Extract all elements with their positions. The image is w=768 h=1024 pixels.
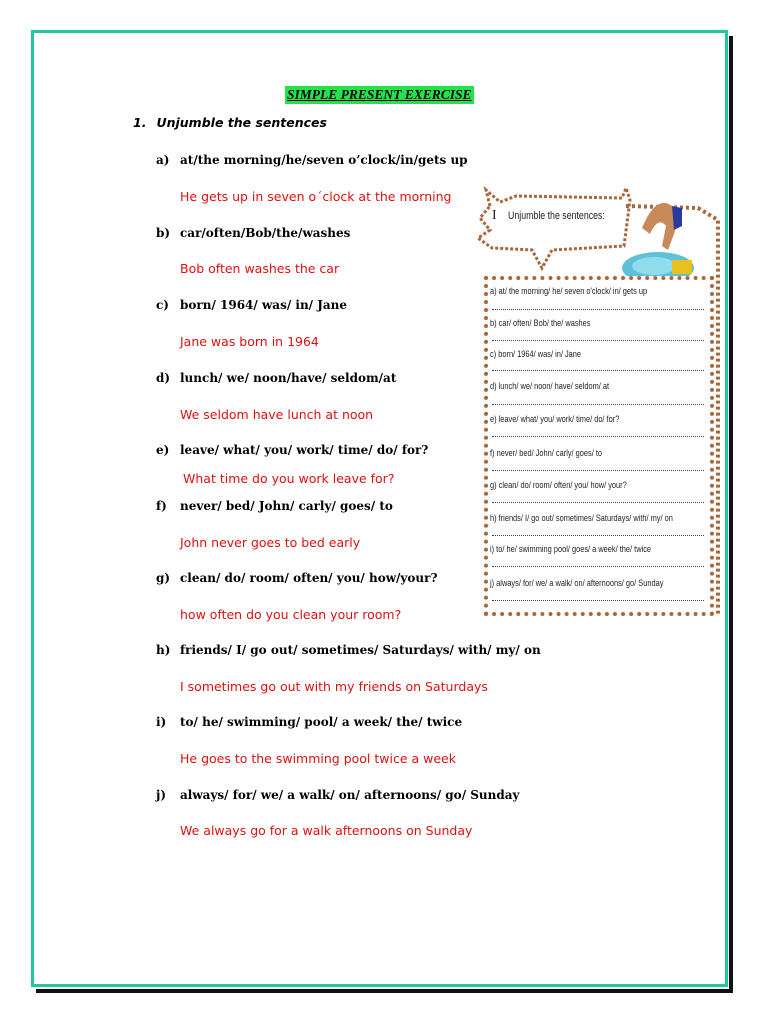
worksheet-line: c) born/ 1964/ was/ in/ Jane (490, 349, 582, 360)
worksheet-dotted-line (492, 370, 704, 371)
worksheet-dotted-line (492, 309, 704, 310)
exercise-prompt-text: lunch/ we/ noon/have/ seldom/at (180, 371, 397, 385)
exercise-prompt-a (156, 153, 468, 167)
worksheet-line: a) at/ the morning/ he/ seven o'clock/ in/ gets up (490, 286, 648, 297)
exercise-letter: b) (156, 226, 171, 240)
exercise-prompt-text: clean/ do/ room/ often/ you/ how/your? (180, 571, 438, 585)
exercise-prompt-e (156, 443, 428, 457)
exercise-answer-c: Jane was born in 1964 (180, 334, 319, 349)
exercise-prompt-d (156, 371, 396, 385)
exercise-answer-a: He gets up in seven o´clock at the morning (180, 189, 452, 204)
exercise-prompt-text: to/ he/ swimming/ pool/ a week/ the/ twice (180, 715, 463, 729)
exercise-prompt-g (156, 571, 438, 585)
exercise-prompt-i (156, 715, 462, 729)
worksheet-number: I (492, 208, 497, 223)
worksheet-dotted-line (492, 502, 704, 503)
worksheet-line: g) clean/ do/ room/ often/ you/ how/ your? (490, 480, 627, 491)
worksheet-dotted-line (492, 470, 704, 471)
exercise-answer-h: I sometimes go out with my friends on Saturdays (180, 679, 488, 694)
worksheet-dotted-line (492, 600, 704, 601)
exercise-letter: d) (156, 371, 171, 385)
exercise-letter: f) (156, 499, 167, 513)
exercise-letter: g) (156, 571, 171, 585)
section-number: 1. (133, 115, 147, 130)
exercise-prompt-text: never/ bed/ John/ carly/ goes/ to (180, 499, 393, 513)
exercise-prompt-h (156, 643, 541, 657)
worksheet-line: i) to/ he/ swimming pool/ goes/ a week/ the/ twice (490, 544, 652, 555)
exercise-answer-e: What time do you work leave for? (183, 471, 395, 486)
exercise-letter: j) (156, 788, 167, 802)
worksheet-image (476, 186, 722, 626)
worksheet-line: e) leave/ what/ you/ work/ time/ do/ for? (490, 414, 620, 425)
exercise-prompt-text: car/often/Bob/the/washes (180, 226, 351, 240)
exercise-answer-f: John never goes to bed early (180, 535, 361, 550)
section-heading (133, 115, 327, 130)
worksheet-dotted-line (492, 535, 704, 536)
worksheet-line: d) lunch/ we/ noon/ have/ seldom/ at (490, 381, 610, 392)
worksheet-line: h) friends/ I/ go out/ sometimes/ Saturdays/ with/ my/ on (490, 513, 673, 524)
exercise-prompt-j (156, 788, 520, 802)
exercise-answer-d: We seldom have lunch at noon (180, 407, 374, 422)
exercise-answer-g: how often do you clean your room? (180, 607, 402, 622)
exercise-prompt-c (156, 298, 347, 312)
worksheet-dotted-line (492, 404, 704, 405)
exercise-letter: e) (156, 443, 170, 457)
exercise-letter: c) (156, 298, 169, 312)
exercise-prompt-text: at/the morning/he/seven o’clock/in/gets up (180, 153, 468, 167)
exercise-prompt-f (156, 499, 393, 513)
exercise-letter: i) (156, 715, 167, 729)
exercise-prompt-text: always/ for/ we/ a walk/ on/ afternoons/ go/ Sunday (180, 788, 520, 802)
worksheet-heading: Unjumble the sentences: (508, 210, 605, 222)
section-heading-text: Unjumble the sentences (156, 115, 327, 130)
exercise-letter: h) (156, 643, 171, 657)
worksheet-line: j) always/ for/ we/ a walk/ on/ afternoons/ go/ Sunday (490, 578, 664, 589)
worksheet-dotted-line (492, 340, 704, 341)
worksheet-dotted-line (492, 436, 704, 437)
worksheet-line: b) car/ often/ Bob/ the/ washes (490, 318, 591, 329)
exercise-answer-b: Bob often washes the car (180, 261, 340, 276)
exercise-prompt-text: friends/ I/ go out/ sometimes/ Saturdays/ with/ my/ on (180, 643, 541, 657)
exercise-answer-j: We always go for a walk afternoons on Sunday (180, 823, 473, 838)
exercise-prompt-text: leave/ what/ you/ work/ time/ do/ for? (180, 443, 429, 457)
exercise-answer-i: He goes to the swimming pool twice a week (180, 751, 456, 766)
exercise-prompt-text: born/ 1964/ was/ in/ Jane (180, 298, 348, 312)
exercise-prompt-b (156, 226, 350, 240)
worksheet-line: f) never/ bed/ John/ carly/ goes/ to (490, 448, 603, 459)
worksheet-dotted-line (492, 566, 704, 567)
page-title: SIMPLE PRESENT EXERCISE (287, 87, 472, 102)
exercise-letter: a) (156, 153, 170, 167)
